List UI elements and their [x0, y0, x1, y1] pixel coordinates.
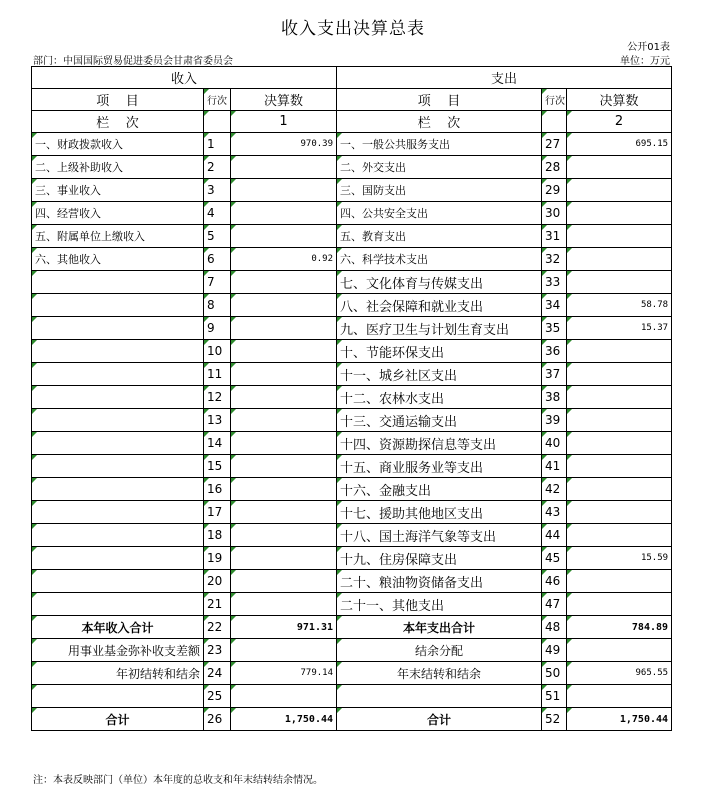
income-amount: [231, 432, 337, 455]
total-expense-amount: 784.89: [567, 616, 672, 639]
expense-item: 十五、商业服务业等支出: [337, 455, 542, 478]
expense-amount: [567, 478, 672, 501]
expense-item: 十八、国土海洋气象等支出: [337, 524, 542, 547]
expense-amount: [567, 386, 672, 409]
total-expense-line-no: 48: [542, 616, 567, 639]
summary-row: [32, 685, 672, 708]
expense-item: 十九、住房保障支出: [337, 547, 542, 570]
income-item: [32, 593, 204, 616]
income-item: [32, 570, 204, 593]
grand-total-expense-line-no: 52: [542, 708, 567, 731]
expense-item: 八、社会保障和就业支出: [337, 294, 542, 317]
item-header-left: 项 目: [32, 89, 204, 111]
income-item: [32, 478, 204, 501]
income-line-no: 17: [204, 501, 231, 524]
expense-item: 九、医疗卫生与计划生育支出: [337, 317, 542, 340]
amount-header-right: 决算数: [567, 89, 672, 111]
total-income-line-no: 22: [204, 616, 231, 639]
expense-amount: [567, 432, 672, 455]
table-row: [32, 570, 672, 593]
expense-item: 十二、农林水支出: [337, 386, 542, 409]
total-income-amount: 971.31: [231, 616, 337, 639]
table-row: [32, 386, 672, 409]
summary-table: [31, 66, 672, 731]
income-amount: [231, 501, 337, 524]
income-amount: [231, 363, 337, 386]
expense-amount: 15.37: [567, 317, 672, 340]
grand-total-income-amount: 1,750.44: [231, 708, 337, 731]
grand-total-income-label: 合计: [32, 708, 204, 731]
expense-amount: [567, 455, 672, 478]
income-header: 收入: [32, 67, 337, 89]
income-line-no: 13: [204, 409, 231, 432]
expense-amount: [567, 156, 672, 179]
income-line-no: 19: [204, 547, 231, 570]
opening-balance-label: 年初结转和结余: [32, 662, 204, 685]
grand-total-income-line-no: 26: [204, 708, 231, 731]
expense-amount: [567, 409, 672, 432]
expense-item: 六、科学技术支出: [337, 248, 542, 271]
line-no-header-left: 行次: [204, 89, 231, 111]
income-line-no: 7: [204, 271, 231, 294]
summary-row: [32, 708, 672, 731]
blank-left-line-no: 25: [204, 685, 231, 708]
summary-row: [32, 662, 672, 685]
income-amount: [231, 340, 337, 363]
expense-amount: [567, 524, 672, 547]
grand-total-expense-label: 合计: [337, 708, 542, 731]
grand-total-expense-amount: 1,750.44: [567, 708, 672, 731]
table-row: [32, 133, 672, 156]
income-line-no: 21: [204, 593, 231, 616]
expense-amount: [567, 363, 672, 386]
income-line-no: 20: [204, 570, 231, 593]
income-amount: 0.92: [231, 248, 337, 271]
expense-line-no: 44: [542, 524, 567, 547]
column-no-1: 1: [231, 111, 337, 133]
income-amount: [231, 156, 337, 179]
line-no-header-right: 行次: [542, 89, 567, 111]
expense-line-no: 41: [542, 455, 567, 478]
item-header-right: 项 目: [337, 89, 542, 111]
table-row: [32, 225, 672, 248]
income-item: [32, 409, 204, 432]
opening-balance-line-no: 24: [204, 662, 231, 685]
expense-line-no: 30: [542, 202, 567, 225]
income-item: [32, 547, 204, 570]
column-blank-right: [542, 111, 567, 133]
income-item: 二、上级补助收入: [32, 156, 204, 179]
income-amount: [231, 570, 337, 593]
expense-item: 十一、城乡社区支出: [337, 363, 542, 386]
income-item: [32, 271, 204, 294]
income-line-no: 1: [204, 133, 231, 156]
expense-item: 十七、援助其他地区支出: [337, 501, 542, 524]
closing-balance-label: 年末结转和结余: [337, 662, 542, 685]
table-row: [32, 317, 672, 340]
amount-header-left: 决算数: [231, 89, 337, 111]
closing-balance-line-no: 50: [542, 662, 567, 685]
income-amount: [231, 455, 337, 478]
table-row: [32, 248, 672, 271]
expense-amount: [567, 202, 672, 225]
expense-item: 十、节能环保支出: [337, 340, 542, 363]
expense-item: 二、外交支出: [337, 156, 542, 179]
expense-item: 二十一、其他支出: [337, 593, 542, 616]
income-line-no: 16: [204, 478, 231, 501]
income-amount: [231, 202, 337, 225]
income-line-no: 2: [204, 156, 231, 179]
income-line-no: 8: [204, 294, 231, 317]
income-amount: [231, 386, 337, 409]
income-line-no: 15: [204, 455, 231, 478]
surplus-distribution-label: 结余分配: [337, 639, 542, 662]
closing-balance-amount: 965.55: [567, 662, 672, 685]
fund-gap-amount: [231, 639, 337, 662]
income-line-no: 9: [204, 317, 231, 340]
income-item: [32, 501, 204, 524]
opening-balance-amount: 779.14: [231, 662, 337, 685]
expense-item: 十四、资源勘探信息等支出: [337, 432, 542, 455]
table-row: [32, 363, 672, 386]
income-amount: [231, 409, 337, 432]
income-item: [32, 294, 204, 317]
column-label-left: 栏 次: [32, 111, 204, 133]
expense-amount: [567, 570, 672, 593]
income-line-no: 12: [204, 386, 231, 409]
expense-item: 一、一般公共服务支出: [337, 133, 542, 156]
expense-line-no: 42: [542, 478, 567, 501]
expense-line-no: 29: [542, 179, 567, 202]
table-row: [32, 294, 672, 317]
table-row: [32, 271, 672, 294]
expense-line-no: 28: [542, 156, 567, 179]
column-blank-left: [204, 111, 231, 133]
expense-amount: [567, 593, 672, 616]
income-amount: [231, 593, 337, 616]
footnote: 注：本表反映部门（单位）本年度的总收支和年末结转结余情况。: [33, 775, 323, 786]
surplus-distribution-line-no: 49: [542, 639, 567, 662]
expense-amount: [567, 501, 672, 524]
expense-item: 十六、金融支出: [337, 478, 542, 501]
expense-item: 二十、粮油物资储备支出: [337, 570, 542, 593]
expense-line-no: 37: [542, 363, 567, 386]
income-item: 三、事业收入: [32, 179, 204, 202]
blank-left-amount: [231, 685, 337, 708]
surplus-distribution-amount: [567, 639, 672, 662]
income-amount: [231, 478, 337, 501]
expense-item: 七、文化体育与传媒支出: [337, 271, 542, 294]
expense-amount: [567, 179, 672, 202]
table-row: [32, 179, 672, 202]
total-income-label: 本年收入合计: [32, 616, 204, 639]
table-row: [32, 455, 672, 478]
expense-line-no: 36: [542, 340, 567, 363]
income-item: 四、经营收入: [32, 202, 204, 225]
income-line-no: 11: [204, 363, 231, 386]
table-row: [32, 524, 672, 547]
table-row: [32, 156, 672, 179]
income-line-no: 10: [204, 340, 231, 363]
expense-amount: [567, 225, 672, 248]
department-label: 部门：中国国际贸易促进委员会甘肃省委员会: [33, 56, 233, 67]
income-item: [32, 317, 204, 340]
blank-left-item: [32, 685, 204, 708]
expense-line-no: 39: [542, 409, 567, 432]
expense-line-no: 32: [542, 248, 567, 271]
blank-right-line-no: 51: [542, 685, 567, 708]
expense-amount: 695.15: [567, 133, 672, 156]
form-id: 公开01表: [627, 42, 670, 53]
total-expense-label: 本年支出合计: [337, 616, 542, 639]
expense-amount: [567, 248, 672, 271]
table-row: [32, 593, 672, 616]
expense-line-no: 34: [542, 294, 567, 317]
table-row: [32, 547, 672, 570]
table-row: [32, 501, 672, 524]
table-row: [32, 432, 672, 455]
income-line-no: 5: [204, 225, 231, 248]
income-amount: [231, 547, 337, 570]
income-item: [32, 455, 204, 478]
column-no-2: 2: [567, 111, 672, 133]
income-item: [32, 386, 204, 409]
income-amount: [231, 294, 337, 317]
income-line-no: 6: [204, 248, 231, 271]
expense-line-no: 40: [542, 432, 567, 455]
income-item: [32, 340, 204, 363]
expense-line-no: 43: [542, 501, 567, 524]
table-row: [32, 340, 672, 363]
expense-amount: 58.78: [567, 294, 672, 317]
expense-amount: [567, 340, 672, 363]
column-label-right: 栏 次: [337, 111, 542, 133]
income-line-no: 18: [204, 524, 231, 547]
blank-right-item: [337, 685, 542, 708]
income-item: 一、财政拨款收入: [32, 133, 204, 156]
income-line-no: 3: [204, 179, 231, 202]
income-amount: [231, 271, 337, 294]
income-amount: [231, 524, 337, 547]
income-amount: [231, 179, 337, 202]
expense-line-no: 46: [542, 570, 567, 593]
expense-header: 支出: [337, 67, 672, 89]
income-item: [32, 524, 204, 547]
income-item: 五、附属单位上缴收入: [32, 225, 204, 248]
expense-line-no: 38: [542, 386, 567, 409]
income-item: 六、其他收入: [32, 248, 204, 271]
expense-line-no: 33: [542, 271, 567, 294]
expense-amount: [567, 271, 672, 294]
fund-gap-label: 用事业基金弥补收支差额: [32, 639, 204, 662]
report-title: 收入支出决算总表: [281, 19, 425, 39]
income-item: [32, 363, 204, 386]
unit-label: 单位：万元: [620, 56, 670, 67]
blank-right-amount: [567, 685, 672, 708]
expense-item: 五、教育支出: [337, 225, 542, 248]
table-row: [32, 478, 672, 501]
income-line-no: 4: [204, 202, 231, 225]
expense-item: 三、国防支出: [337, 179, 542, 202]
expense-line-no: 45: [542, 547, 567, 570]
income-line-no: 14: [204, 432, 231, 455]
expense-line-no: 31: [542, 225, 567, 248]
income-amount: [231, 225, 337, 248]
summary-row: [32, 639, 672, 662]
income-amount: 970.39: [231, 133, 337, 156]
income-item: [32, 432, 204, 455]
table-row: [32, 202, 672, 225]
table-row: [32, 409, 672, 432]
expense-line-no: 47: [542, 593, 567, 616]
expense-line-no: 27: [542, 133, 567, 156]
fund-gap-line-no: 23: [204, 639, 231, 662]
expense-line-no: 35: [542, 317, 567, 340]
expense-item: 四、公共安全支出: [337, 202, 542, 225]
expense-amount: 15.59: [567, 547, 672, 570]
income-amount: [231, 317, 337, 340]
expense-item: 十三、交通运输支出: [337, 409, 542, 432]
summary-row: [32, 616, 672, 639]
